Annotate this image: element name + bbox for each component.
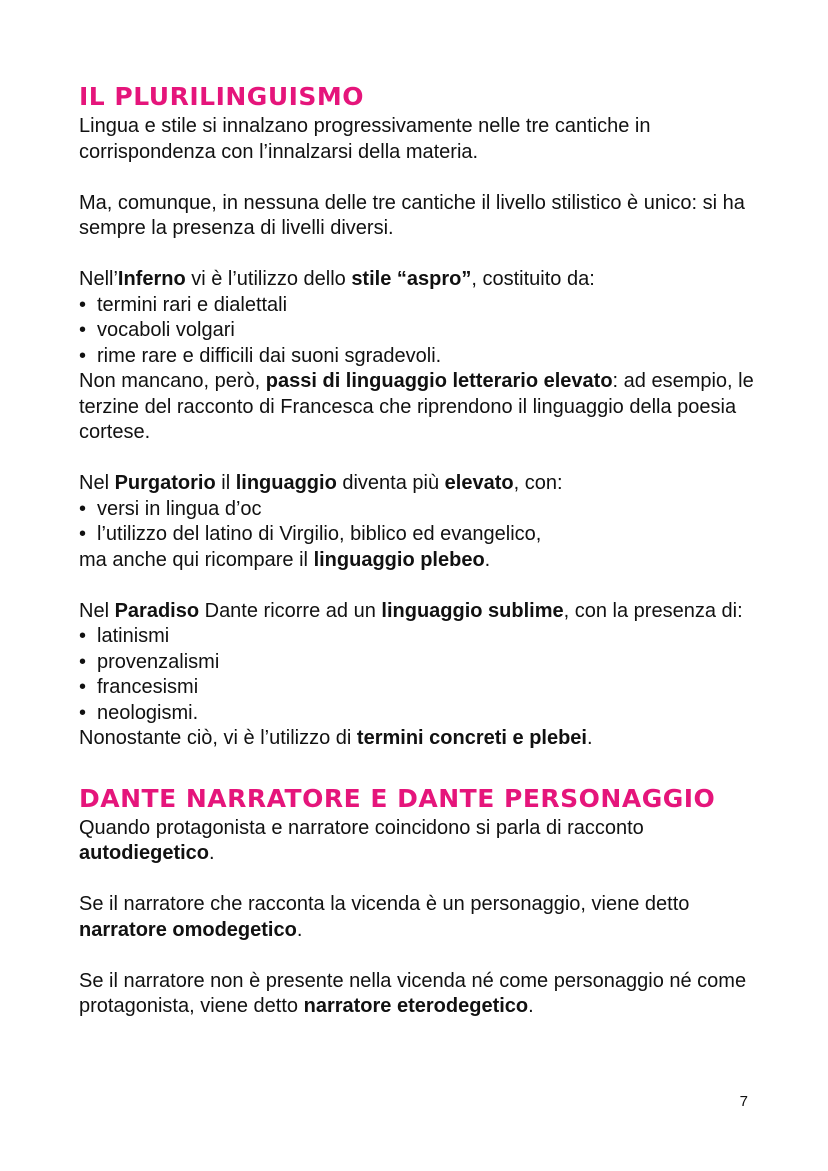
linguaggio-term: linguaggio xyxy=(235,472,337,494)
paradiso-term: Paradiso xyxy=(114,599,200,622)
omodegetico-paragraph: Se il narratore che racconta la vicenda è un personaggio, viene detto narratore omodegetico. xyxy=(79,893,690,941)
eterodegetico-paragraph: Se il narratore non è presente nella vicenda né come personaggio né come protagonista, viene detto narratore eterodegetico. xyxy=(79,969,747,1017)
page-number: 7 xyxy=(739,1093,748,1110)
autodiegetico-term: autodiegetico xyxy=(79,842,210,864)
purgatorio-conclusion: ma anche qui ricompare il linguaggio plebeo. xyxy=(79,548,491,571)
omodegetico-term: narratore omodegetico xyxy=(79,918,297,941)
inferno-list xyxy=(79,293,759,370)
page-content xyxy=(79,80,759,1020)
list-item: • rime rare e difficili dai suoni sgradevoli. xyxy=(79,344,759,370)
linguaggio-sublime-term: linguaggio sublime xyxy=(381,599,564,622)
inferno-term: Inferno xyxy=(117,268,186,290)
purgatorio-term: Purgatorio xyxy=(114,472,216,494)
stile-aspro-term: stile “aspro” xyxy=(351,268,472,290)
list-item: • termini rari e dialettali xyxy=(79,293,759,319)
list-item: • provenzalismi xyxy=(79,650,759,676)
passi-elevato-term: passi di linguaggio letterario elevato xyxy=(265,370,613,392)
purgatorio-paragraph: Nel Purgatorio il linguaggio diventa più elevato, con: xyxy=(79,472,563,494)
elevato-term: elevato xyxy=(444,472,514,494)
list-item: • francesismi xyxy=(79,675,759,701)
list-item: • versi in lingua d’oc xyxy=(79,497,759,523)
list-item: • vocaboli volgari xyxy=(79,318,759,344)
autodiegetico-paragraph: Quando protagonista e narratore coincidono si parla di racconto autodiegetico. xyxy=(79,816,644,864)
paradiso-list xyxy=(79,624,759,726)
eterodegetico-term: narratore eterodegetico xyxy=(303,995,529,1017)
paradiso-conclusion: Nonostante ciò, vi è l’utilizzo di termini concreti e plebei. xyxy=(79,727,593,749)
intro-paragraph: Lingua e stile si innalzano progressivamente nelle tre cantiche in corrispondenza con l’innalzarsi della materia. xyxy=(79,115,651,163)
inferno-conclusion: Non mancano, però, passi di linguaggio letterario elevato: ad esempio, le terzine del racconto di Francesca che riprendono il linguaggio della poesia cortese. xyxy=(79,370,754,443)
linguaggio-plebeo-term: linguaggio plebeo xyxy=(313,548,485,571)
inferno-paragraph: Nell’Inferno vi è l’utilizzo dello stile “aspro”, costituito da: xyxy=(79,268,595,290)
levels-paragraph: Ma, comunque, in nessuna delle tre cantiche il livello stilistico è unico: si ha sempre la presenza di livelli diversi. xyxy=(79,191,745,239)
list-item: • l’utilizzo del latino di Virgilio, biblico ed evangelico, xyxy=(79,522,759,548)
list-item: • latinismi xyxy=(79,624,759,650)
purgatorio-list xyxy=(79,497,759,548)
section-heading-narratore: DANTE NARRATORE E DANTE PERSONAGGIO xyxy=(79,783,716,813)
section-heading-plurilinguismo: IL PLURILINGUISMO xyxy=(79,82,365,111)
termini-concreti-term: termini concreti e plebei xyxy=(356,727,587,749)
paradiso-paragraph: Nel Paradiso Dante ricorre ad un linguaggio sublime, con la presenza di: xyxy=(79,599,743,622)
list-item: • neologismi. xyxy=(79,701,759,727)
